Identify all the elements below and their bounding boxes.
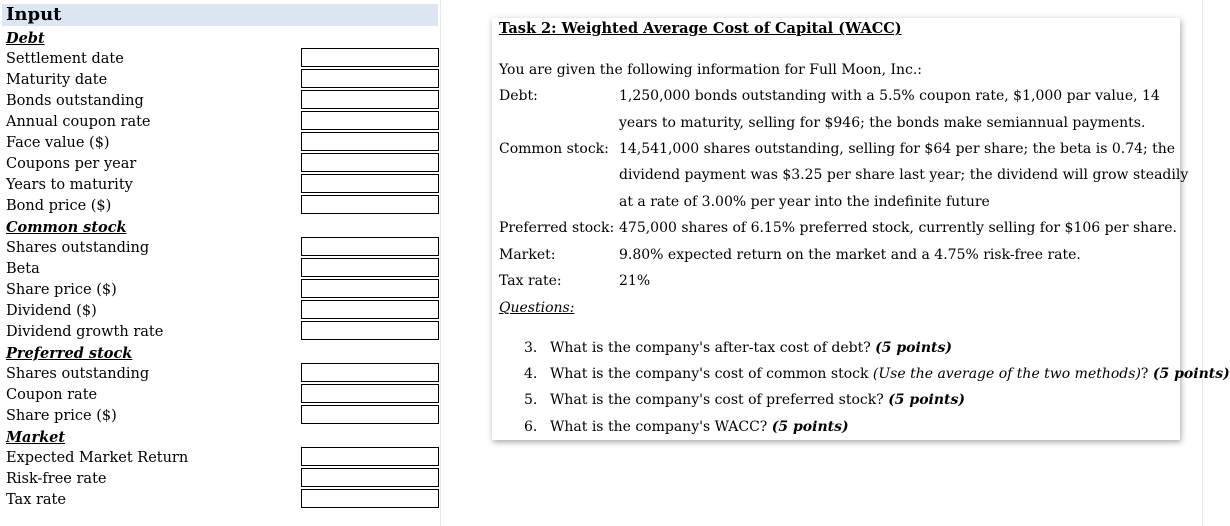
questions-heading: Questions: [499, 300, 575, 316]
market-section-title: Market [6, 429, 66, 446]
row-label-years-to-maturity: Years to maturity [6, 177, 133, 193]
preferred-stock-line: 475,000 shares of 6.15% preferred stock, currently selling for $106 per share. [619, 220, 1177, 236]
grid-line [440, 0, 441, 526]
market-label: Market: [499, 247, 556, 263]
input-header: Input [2, 4, 438, 26]
question-number: 5. [524, 392, 538, 408]
input-cell-coupons-per-year[interactable] [301, 153, 439, 172]
question-number: 4. [524, 366, 538, 382]
market-line: 9.80% expected return on the market and a 4.75% risk-free rate. [619, 247, 1081, 263]
input-cell-tax-rate[interactable] [301, 489, 439, 508]
question-3 [550, 340, 952, 356]
input-cell-face-value[interactable] [301, 132, 439, 151]
row-label-preferred-shares-outstanding: Shares outstanding [6, 366, 150, 382]
row-label-expected-market-return: Expected Market Return [6, 450, 189, 466]
tax-rate-value: 21% [619, 273, 651, 289]
input-cell-bonds-outstanding[interactable] [301, 90, 439, 109]
input-cell-preferred-share-price[interactable] [301, 405, 439, 424]
row-label-preferred-share-price: Share price ($) [6, 408, 117, 424]
row-label-tax-rate: Tax rate [6, 492, 66, 508]
question-text: What is the company's after-tax cost of debt? [550, 340, 876, 356]
input-cell-years-to-maturity[interactable] [301, 174, 439, 193]
row-label-bonds-outstanding: Bonds outstanding [6, 93, 144, 109]
task-panel [492, 18, 1230, 440]
row-label-dividend: Dividend ($) [6, 303, 97, 319]
input-cell-common-share-price[interactable] [301, 279, 439, 298]
input-sheet [0, 0, 440, 526]
input-cell-beta[interactable] [301, 258, 439, 277]
common-stock-section-title: Common stock [6, 219, 127, 236]
question-text: What is the company's cost of preferred stock? [550, 392, 889, 408]
common-stock-line-2: dividend payment was $3.25 per share last year; the dividend will grow steadily [619, 167, 1189, 183]
question-4 [550, 366, 1230, 382]
row-label-dividend-growth-rate: Dividend growth rate [6, 324, 164, 340]
row-label-share-price: Share price ($) [6, 282, 117, 298]
row-label-shares-outstanding: Shares outstanding [6, 240, 150, 256]
preferred-stock-label: Preferred stock: [499, 220, 615, 236]
input-cell-bond-price[interactable] [301, 195, 439, 214]
input-cell-annual-coupon-rate[interactable] [301, 111, 439, 130]
grid-line [1202, 0, 1203, 526]
debt-line-1: 1,250,000 bonds outstanding with a 5.5% coupon rate, $1,000 par value, 14 [619, 88, 1160, 104]
row-label-maturity-date: Maturity date [6, 72, 108, 88]
input-cell-maturity-date[interactable] [301, 69, 439, 88]
preferred-stock-section-title: Preferred stock [6, 345, 133, 362]
question-5 [550, 392, 965, 408]
question-tail: ? [1140, 366, 1153, 382]
question-6 [550, 419, 849, 435]
debt-section-title: Debt [6, 30, 45, 47]
input-cell-common-shares-outstanding[interactable] [301, 237, 439, 256]
row-label-face-value: Face value ($) [6, 135, 110, 151]
row-label-settlement-date: Settlement date [6, 51, 124, 67]
row-label-coupons-per-year: Coupons per year [6, 156, 137, 172]
input-cell-preferred-shares-outstanding[interactable] [301, 363, 439, 382]
row-label-annual-coupon-rate: Annual coupon rate [6, 114, 151, 130]
question-points: (5 points) [1152, 366, 1230, 382]
row-label-risk-free-rate: Risk-free rate [6, 471, 107, 487]
common-stock-line-3: at a rate of 3.00% per year into the indefinite future [619, 194, 990, 210]
question-text: What is the company's cost of common stock [550, 366, 873, 382]
debt-line-2: years to maturity, selling for $946; the bonds make semiannual payments. [619, 115, 1146, 131]
input-cell-coupon-rate[interactable] [301, 384, 439, 403]
tax-rate-label: Tax rate: [499, 273, 562, 289]
debt-label: Debt: [499, 88, 538, 104]
input-cell-settlement-date[interactable] [301, 48, 439, 67]
row-label-coupon-rate: Coupon rate [6, 387, 98, 403]
question-text: What is the company's WACC? [550, 419, 772, 435]
input-cell-dividend-growth-rate[interactable] [301, 321, 439, 340]
task-intro: You are given the following information for Full Moon, Inc.: [499, 62, 923, 78]
question-points: (5 points) [888, 392, 966, 408]
common-stock-line-1: 14,541,000 shares outstanding, selling for $64 per share; the beta is 0.74; the [619, 141, 1176, 157]
question-number: 3. [524, 340, 538, 356]
question-points: (5 points) [875, 340, 952, 356]
question-number: 6. [524, 419, 538, 435]
question-points: (5 points) [771, 419, 849, 435]
input-cell-expected-market-return[interactable] [301, 447, 439, 466]
row-label-beta: Beta [6, 261, 40, 277]
input-cell-risk-free-rate[interactable] [301, 468, 439, 487]
task-title: Task 2: Weighted Average Cost of Capital (WACC) [499, 20, 902, 37]
common-stock-label: Common stock: [499, 141, 609, 157]
row-label-bond-price: Bond price ($) [6, 198, 112, 214]
question-note: (Use the average of the two methods) [872, 366, 1141, 382]
input-cell-dividend[interactable] [301, 300, 439, 319]
